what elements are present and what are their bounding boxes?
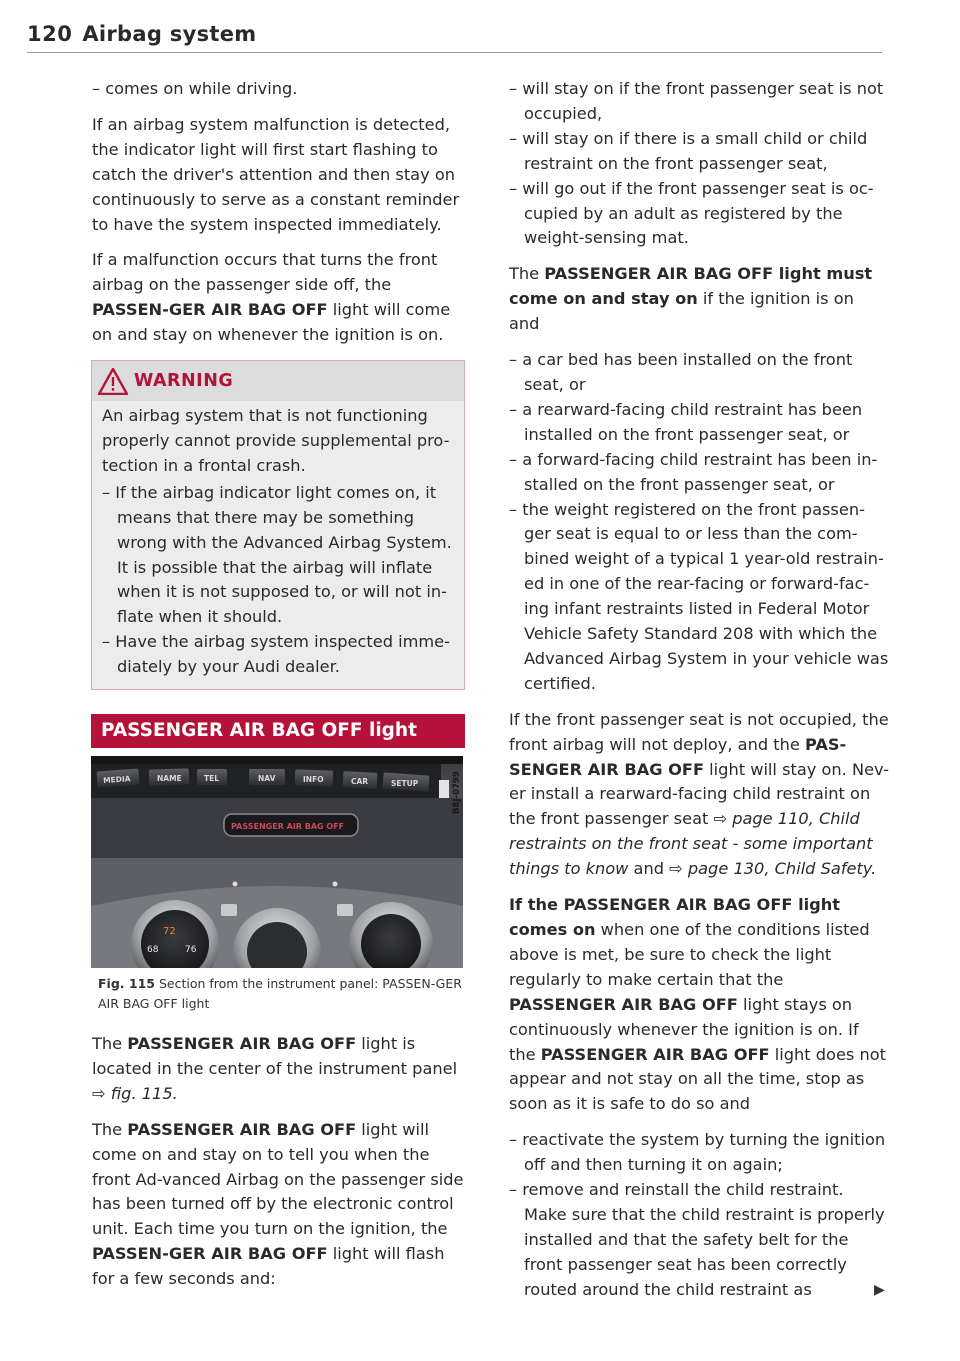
section-heading: PASSENGER AIR BAG OFF light	[91, 714, 465, 748]
running-title: Airbag system	[82, 22, 257, 46]
paragraph: If a malfunction occurs that turns the front airbag on the passenger side off, the PASSEN-GER AIR BAG OFF light will come on and stay on whenever the ignition is on.	[92, 250, 451, 345]
warning-title: WARNING	[134, 370, 234, 391]
btn-info: INFO	[303, 775, 324, 785]
paragraph: The PASSENGER AIR BAG OFF light will come on and stay on to tell you when the front Ad-vanced Airbag on the passenger side has been turned off by the electronic control unit. Each time you turn on the ignition, the PASSEN-GER AIR BAG OFF light will flash for a few seconds and:	[92, 1119, 464, 1289]
list-item: – will go out if the front passenger seat is oc-cupied by an adult as registered by the weight-sensing mat.	[509, 178, 874, 248]
list-item: – reactivate the system by turning the ignition off and then turning it on again;	[509, 1130, 886, 1175]
instrument-panel-figure	[91, 756, 463, 968]
header-rule	[27, 52, 882, 53]
paragraph: The PASSENGER AIR BAG OFF light must come on and stay on if the ignition is on and	[509, 264, 873, 334]
figure-caption: Fig. 115 Section from the instrument panel: PASSEN-GER AIR BAG OFF light	[98, 976, 462, 1012]
left-column	[92, 77, 470, 1303]
warning-intro: An airbag system that is not functioning properly cannot provide supplemental pro-tection in a frontal crash.	[102, 406, 450, 475]
list-item: – a car bed has been installed on the front seat, or	[509, 350, 853, 394]
warning-triangle-icon	[98, 368, 128, 395]
warning-item: – Have the airbag system inspected imme-diately by your Audi dealer.	[102, 632, 450, 677]
list-item: – will stay on if there is a small child or child restraint on the front passenger seat,	[509, 128, 868, 173]
btn-name: NAME	[157, 774, 182, 784]
btn-tel: TEL	[204, 774, 220, 784]
paragraph: If the PASSENGER AIR BAG OFF light comes on when one of the conditions listed above is met, be sure to check the light regularly to make certain that the PASSENGER AIR BAG OFF light stays on continuously whenever the ignition is on. If the PASSENGER AIR BAG OFF light does not appear and not stay on all the time, stop as soon as it is safe to do so and	[509, 895, 886, 1114]
temp-value: 68	[147, 945, 159, 956]
paragraph: The PASSENGER AIR BAG OFF light is located in the center of the instrument panel ⇨ fig. 115.	[92, 1034, 458, 1103]
paragraph: – comes on while driving.	[92, 79, 298, 98]
btn-car: CAR	[351, 777, 369, 787]
warning-header	[92, 361, 464, 401]
temp-value: 72	[163, 926, 176, 938]
list	[509, 348, 889, 697]
figure-reference-link[interactable]: ⇨ fig. 115.	[92, 1083, 178, 1103]
warning-item: – If the airbag indicator light comes on, it means that there may be something wrong with the Advanced Airbag System. It is possible that the airbag will inflate when it is not supposed to, or will not in-flate when it should.	[102, 482, 452, 627]
paragraph: If the front passenger seat is not occupied, the front airbag will not deploy, and the PAS-SENGER AIR BAG OFF light will stay on. Nev-er install a rearward-facing child restraint on the front passenger seat ⇨ page 110, Child restraints on the front seat - some important things to know and ⇨ page 130, Child Safety.	[509, 709, 890, 879]
list	[509, 1128, 889, 1302]
paragraph: If an airbag system malfunction is detected, the indicator light will first start flashing to catch the driver's attention and then stay on continuously to serve as a constant reminder to have the system inspected immediately.	[92, 114, 460, 234]
list-item: – remove and reinstall the child restraint. Make sure that the child restraint is properly installed and that the safety belt for the front passenger seat has been correctly routed around the child restraint as ▶	[509, 1180, 885, 1299]
right-column	[509, 77, 889, 1314]
indicator-label: PASSENGER AIR BAG OFF	[231, 822, 345, 832]
list	[509, 77, 889, 251]
list-item: – a forward-facing child restraint has been in-stalled on the front passenger seat, or	[509, 449, 878, 494]
warning-box	[91, 360, 465, 690]
passenger-airbag-off-indicator	[224, 814, 358, 836]
page-header	[27, 22, 882, 49]
btn-media: MEDIA	[102, 774, 131, 786]
list-item: – the weight registered on the front passen-ger seat is equal to or less than the com-bined weight of a typical 1 year-old restrain-ed in one of the rear-facing or forward-fac-ing infant restraints listed in Federal Motor Vehicle Safety Standard 208 with which the Advanced Airbag System in your vehicle was certified.	[509, 499, 889, 693]
btn-nav: NAV	[258, 774, 276, 784]
list-item: – a rearward-facing child restraint has been installed on the front passenger seat, or	[509, 399, 863, 444]
page-number: 120	[27, 22, 73, 46]
temp-value: 76	[185, 945, 197, 956]
list-item: – will stay on if the front passenger seat is not occupied,	[509, 79, 884, 123]
figure-code: B8J-0799	[452, 771, 462, 815]
page-reference-link[interactable]: ⇨ page 110, Child restraints on the front seat - some important things to know	[509, 809, 873, 879]
btn-setup: SETUP	[391, 779, 419, 789]
page-reference-link[interactable]: ⇨ page 130, Child Safety.	[669, 859, 877, 879]
instrument-panel-illustration	[91, 756, 463, 968]
warning-body	[92, 401, 464, 689]
